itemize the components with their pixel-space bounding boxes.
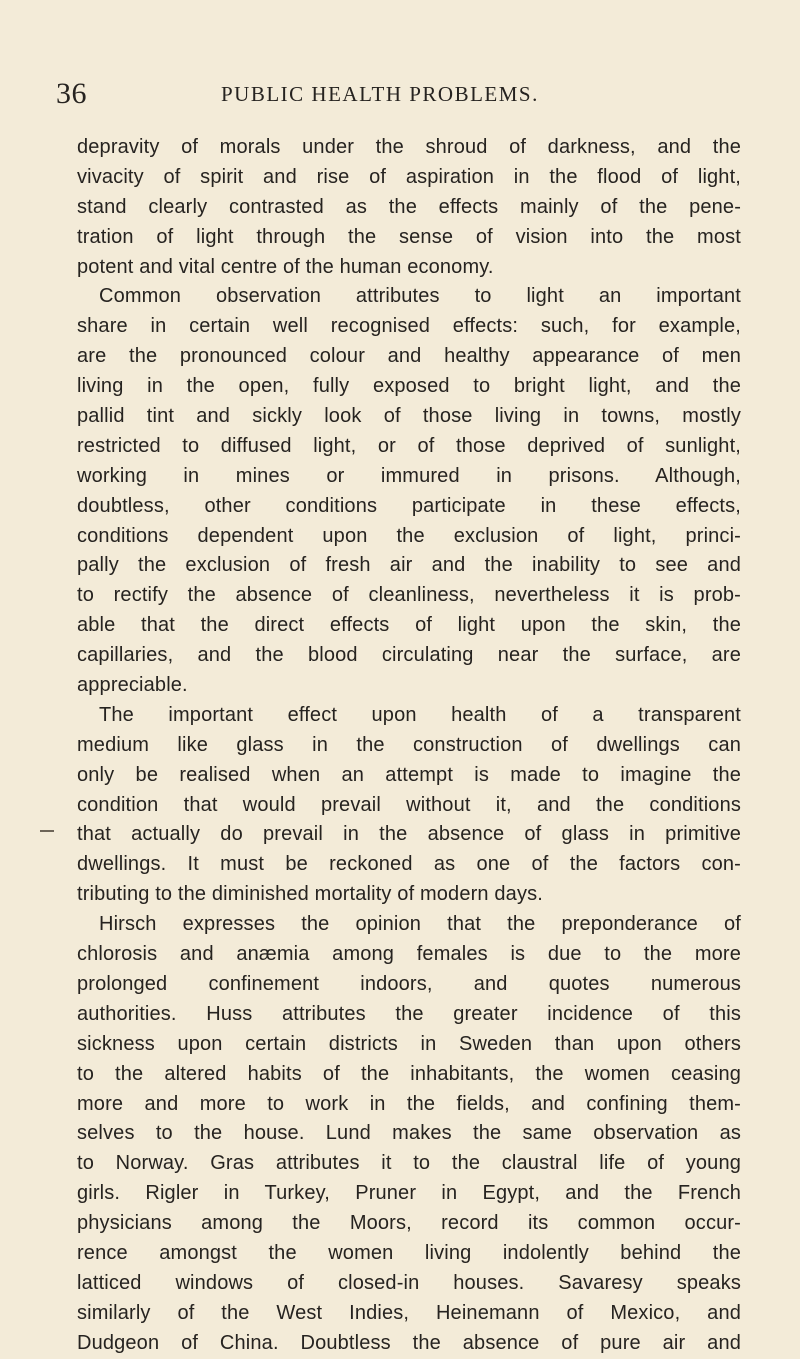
text-line: are the pronounced colour and healthy appearance of men bbox=[77, 345, 741, 368]
text-line: conditions dependent upon the exclusion of light, princi- bbox=[77, 524, 741, 547]
text-line: prolonged confinement indoors, and quotes numerous bbox=[77, 972, 741, 995]
text-line: selves to the house. Lund makes the same observation as bbox=[77, 1122, 741, 1145]
text-line: tration of light through the sense of vision into the most bbox=[77, 225, 741, 248]
text-line: sickness upon certain districts in Sweden than upon others bbox=[77, 1032, 741, 1055]
text-line: Hirsch expresses the opinion that the preponderance of bbox=[99, 913, 741, 936]
text-line: similarly of the West Indies, Heinemann of Mexico, and bbox=[77, 1301, 741, 1324]
text-line: tributing to the diminished mortality of modern days. bbox=[77, 883, 543, 906]
text-line: capillaries, and the blood circulating near the surface, are bbox=[77, 644, 741, 667]
text-line: working in mines or immured in prisons. Although, bbox=[77, 464, 741, 487]
text-line: depravity of morals under the shroud of darkness, and the bbox=[77, 136, 741, 158]
running-title: PUBLIC HEALTH PROBLEMS. bbox=[221, 82, 539, 106]
text-line: vivacity of spirit and rise of aspiration in the flood of light, bbox=[77, 165, 741, 188]
text-line: share in certain well recognised effects: such, for example, bbox=[77, 315, 741, 338]
text-line: condition that would prevail without it, and the conditions bbox=[77, 793, 741, 816]
text-line: doubtless, other conditions participate in these effects, bbox=[77, 494, 741, 517]
page-number: 36 bbox=[56, 77, 87, 110]
text-line: rence amongst the women living indolently behind the bbox=[77, 1241, 741, 1264]
text-line: The important effect upon health of a transparent bbox=[99, 703, 741, 726]
text-line: appreciable. bbox=[77, 674, 188, 697]
text-line: restricted to diffused light, or of those deprived of sunlight, bbox=[77, 434, 741, 457]
running-head bbox=[56, 74, 756, 114]
text-line: Common observation attributes to light an important bbox=[99, 285, 741, 308]
text-line: living in the open, fully exposed to bright light, and the bbox=[77, 375, 741, 398]
text-line: to Norway. Gras attributes it to the claustral life of young bbox=[77, 1152, 741, 1175]
text-line: girls. Rigler in Turkey, Pruner in Egypt, and the French bbox=[77, 1182, 741, 1205]
margin-mark bbox=[40, 830, 54, 832]
text-line: stand clearly contrasted as the effects mainly of the pene- bbox=[77, 195, 741, 218]
text-line: to the altered habits of the inhabitants, the women ceasing bbox=[77, 1062, 741, 1085]
body-text bbox=[77, 133, 741, 1359]
text-line: Dudgeon of China. Doubtless the absence of pure air and bbox=[77, 1331, 741, 1354]
text-line: only be realised when an attempt is made to imagine the bbox=[77, 763, 741, 786]
text-line: that actually do prevail in the absence of glass in primitive bbox=[77, 823, 741, 846]
text-line: medium like glass in the construction of dwellings can bbox=[77, 733, 741, 756]
text-line: pallid tint and sickly look of those living in towns, mostly bbox=[77, 405, 741, 428]
text-line: more and more to work in the fields, and confining them- bbox=[77, 1092, 741, 1115]
text-line: authorities. Huss attributes the greater incidence of this bbox=[77, 1002, 741, 1025]
text-line: potent and vital centre of the human economy. bbox=[77, 255, 494, 278]
text-line: to rectify the absence of cleanliness, nevertheless it is prob- bbox=[77, 584, 741, 607]
text-line: chlorosis and anæmia among females is due to the more bbox=[77, 943, 741, 966]
text-line: physicians among the Moors, record its common occur- bbox=[77, 1212, 741, 1235]
text-line: latticed windows of closed-in houses. Savaresy speaks bbox=[77, 1271, 741, 1294]
text-line: pally the exclusion of fresh air and the inability to see and bbox=[77, 554, 741, 577]
text-line: able that the direct effects of light upon the skin, the bbox=[77, 614, 741, 637]
text-line: dwellings. It must be reckoned as one of the factors con- bbox=[77, 853, 741, 876]
